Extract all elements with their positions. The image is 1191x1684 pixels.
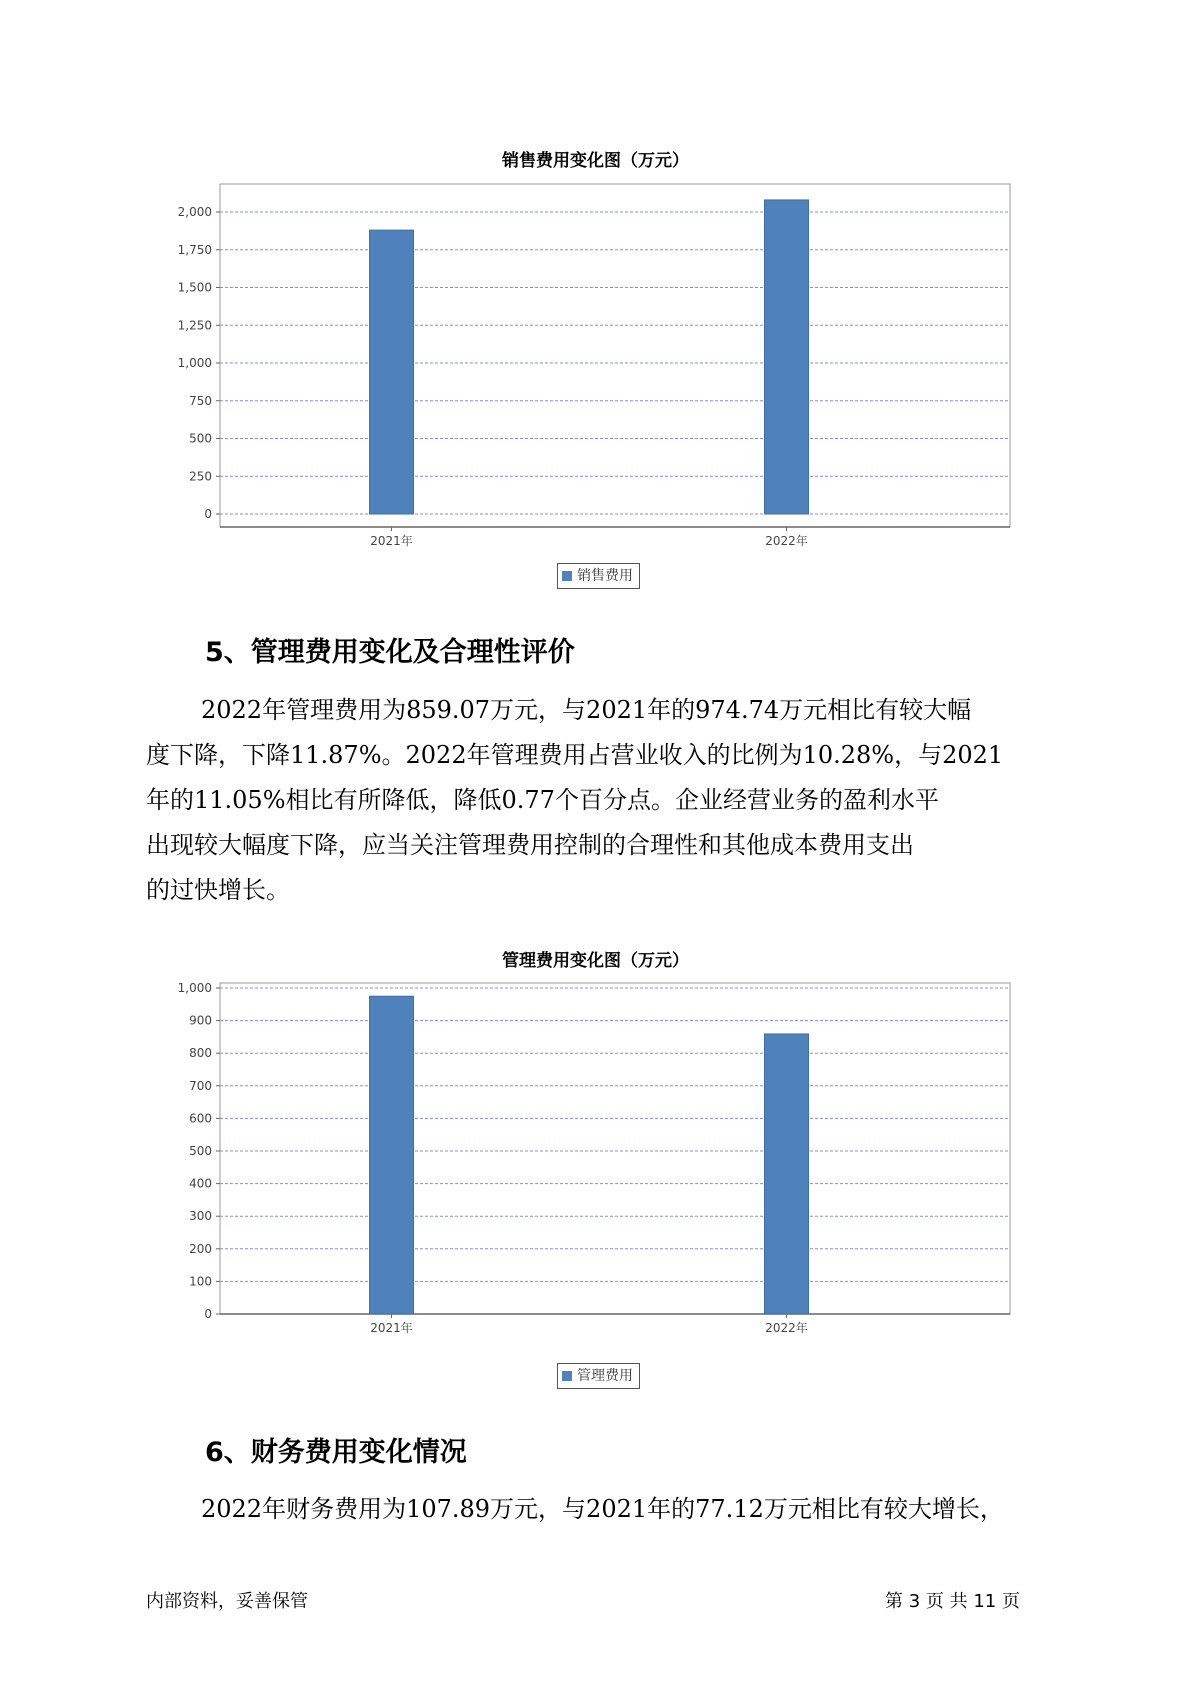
section-6-paragraph	[146, 1487, 1046, 1532]
y-tick-label: 0	[204, 1307, 212, 1321]
y-tick-label: 400	[189, 1176, 212, 1191]
footer-right: 第 3 页 共 11 页	[885, 1591, 1020, 1612]
y-tick-label: 1,250	[177, 318, 212, 333]
y-tick-label: 0	[204, 507, 212, 521]
bar	[765, 1034, 809, 1314]
y-tick-label: 250	[189, 469, 212, 484]
paragraph-line: 出现较大幅度下降，应当关注管理费用控制的合理性和其他成本费用支出	[146, 831, 914, 859]
y-tick-label: 500	[189, 431, 212, 446]
y-tick-label: 2,000	[177, 205, 212, 219]
y-tick-label: 200	[189, 1241, 212, 1256]
bar	[370, 996, 414, 1314]
y-tick-label: 600	[189, 1111, 212, 1126]
y-tick-label: 1,000	[177, 981, 212, 995]
chart-title: 管理费用变化图（万元）	[502, 951, 689, 971]
y-tick-label: 800	[189, 1046, 212, 1061]
legend-swatch	[562, 1371, 572, 1381]
y-tick-label: 750	[189, 393, 212, 408]
y-tick-label: 900	[189, 1013, 212, 1028]
y-tick-label: 1,000	[177, 356, 212, 370]
x-tick-label: 2022年	[765, 534, 808, 548]
legend-label: 管理费用	[577, 1368, 633, 1384]
plot-area	[220, 983, 1010, 1314]
legend-label: 销售费用	[577, 568, 633, 584]
paragraph-line: 2022年财务费用为107.89万元，与2021年的77.12万元相比有较大增长，	[201, 1495, 1004, 1523]
paragraph-line: 年的11.05%相比有所降低，降低0.77个百分点。企业经营业务的盈利水平	[146, 786, 939, 814]
y-tick-label: 100	[189, 1274, 212, 1289]
paragraph-line: 的过快增长。	[146, 876, 290, 904]
section-6-heading: 6、财务费用变化情况	[205, 1437, 467, 1468]
chart-title: 销售费用变化图（万元）	[502, 151, 689, 171]
y-tick-label: 1,500	[177, 280, 212, 295]
footer-left: 内部资料，妥善保管	[146, 1591, 308, 1612]
x-tick-label: 2022年	[765, 1321, 808, 1335]
section-5-heading: 5、管理费用变化及合理性评价	[205, 637, 575, 668]
x-tick-label: 2021年	[370, 1321, 413, 1335]
paragraph-line: 2022年管理费用为859.07万元，与2021年的974.74万元相比有较大幅	[201, 696, 972, 724]
x-tick-label: 2021年	[370, 534, 413, 548]
y-tick-label: 700	[189, 1078, 212, 1093]
paragraph-line: 度下降，下降11.87%。2022年管理费用占营业收入的比例为10.28%，与2021	[146, 741, 1004, 769]
chart-legend	[557, 1363, 640, 1389]
y-tick-label: 1,750	[177, 242, 212, 257]
y-tick-label: 500	[189, 1144, 212, 1158]
y-tick-label: 300	[189, 1209, 212, 1224]
